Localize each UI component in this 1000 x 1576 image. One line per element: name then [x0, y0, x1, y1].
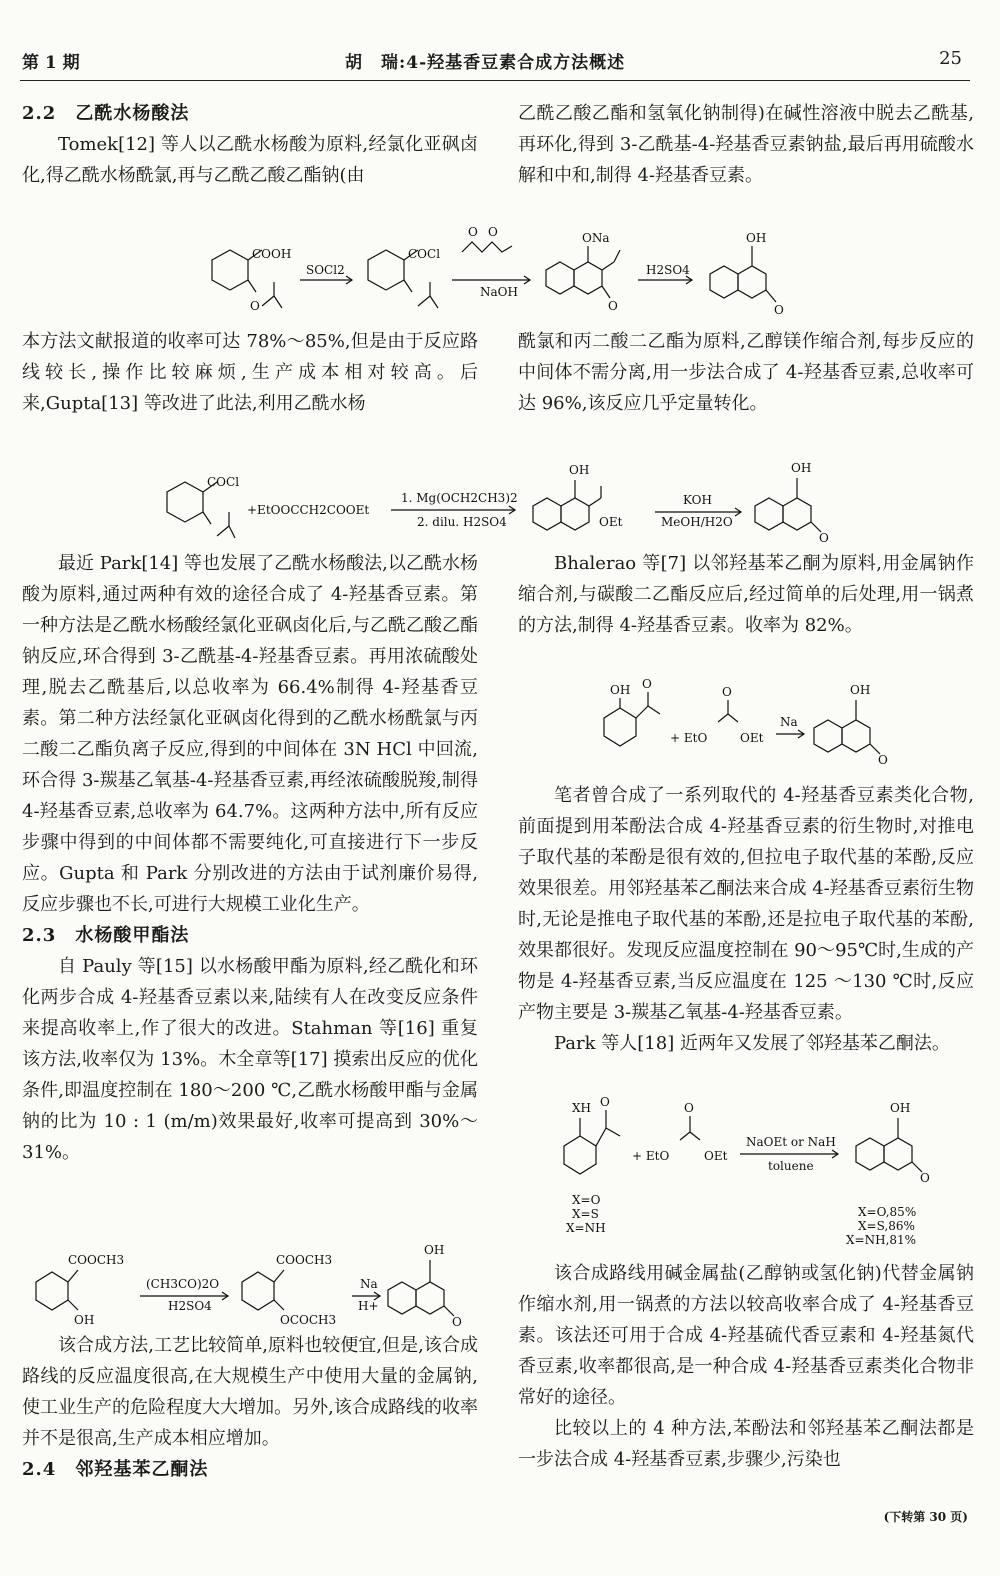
label-ona: ONa — [582, 231, 610, 245]
label-o: O — [684, 1101, 694, 1115]
reaction-scheme-3 — [22, 1238, 472, 1328]
paragraph: 本方法文献报道的收率可达 78%～85%,但是由于反应路线较长,操作比较麻烦,生产成本相对较高。后来,Gupta[13] 等改进了此法,利用乙酰水杨 — [22, 331, 478, 414]
paragraph: 笔者曾合成了一系列取代的 4-羟基香豆素类化合物,前面提到用苯酚法合成 4-羟基香豆素的衍生物时,对推电子取代基的苯酚是很有效的,但拉电子取代基的苯酚,反应效果很差。用邻羟基苯乙酮法来合成 4-羟基香豆素衍生物时,无论是推电子取代基的苯酚,还是拉电子取代基的苯酚,效果都很好。发现反应温度控制在 90～95℃时,生成的产物是 4-羟基香豆素,当反应温度在 125 ～130 ℃时,反应产物主要是 3-羰基乙氧基-4-羟基香豆素。 — [518, 785, 974, 1023]
label-o: O — [642, 677, 652, 691]
reagent-h2so4: H2SO4 — [168, 1299, 212, 1313]
label-oh: OH — [746, 231, 767, 245]
right-middle-column — [518, 780, 974, 1059]
label-o: O — [878, 753, 888, 767]
label-oh: OH — [569, 463, 590, 477]
condition-base: NaOEt or NaH — [746, 1135, 836, 1149]
label-oet: OEt — [599, 515, 623, 529]
right-bottom-column — [518, 1258, 974, 1475]
reagent-eto: + EtO — [670, 731, 708, 745]
label-o: O — [608, 299, 618, 313]
label-oet: OEt — [740, 731, 764, 745]
reagent-ac2o: (CH3CO)2O — [146, 1277, 220, 1291]
paragraph: Park 等人[18] 近两年又发展了邻羟基苯乙酮法。 — [554, 1033, 950, 1054]
reagent-h2so4: H2SO4 — [646, 263, 690, 277]
section-title: 2.2 乙酰水杨酸法 — [22, 103, 190, 124]
yield-nh: X=NH,81% — [846, 1233, 917, 1247]
reagent-malonate: +EtOOCCH2COOEt — [247, 503, 370, 517]
label-o: O — [452, 1315, 462, 1329]
reagent-socl2: SOCl2 — [306, 263, 345, 277]
label-o: O — [600, 1095, 610, 1109]
label-cocl: COCl — [408, 247, 441, 261]
label-xh: XH — [572, 1101, 592, 1115]
section-title: 2.3 水杨酸甲酯法 — [22, 925, 190, 946]
paragraph — [518, 548, 974, 641]
reaction-scheme-5 — [540, 1092, 960, 1252]
reagent-eto: + EtO — [632, 1149, 670, 1163]
reaction-scheme-2 — [155, 450, 845, 545]
substituent-nh: X=NH — [566, 1221, 606, 1235]
running-title: 胡 瑞:4-羟基香豆素合成方法概述 — [345, 53, 626, 73]
section-2-2 — [22, 98, 478, 191]
page-number: 25 — [939, 48, 962, 69]
paragraph: 该合成方法,工艺比较简单,原料也较便宜,但是,该合成路线的反应温度很高,在大规模生产中使用大量的金属钠,使工业生产的危险程度大大增加。另外,该合成路线的收率并不是很高,生产成本相应增加。 — [22, 1335, 478, 1449]
left-lower-column — [22, 548, 478, 1168]
reaction-scheme-4 — [590, 676, 910, 766]
label-oh: OH — [890, 1101, 911, 1115]
substituent-o: X=O — [572, 1193, 601, 1207]
label-o: O — [774, 303, 784, 317]
condition-solvent: toluene — [768, 1159, 814, 1173]
label-o: O — [819, 531, 829, 545]
label-cooch3: COOCH3 — [276, 1253, 333, 1267]
label-cooch3: COOCH3 — [68, 1253, 125, 1267]
yield-o: X=O,85% — [858, 1205, 917, 1219]
label-oh: OH — [424, 1243, 445, 1257]
reagent-na: Na — [360, 1277, 378, 1291]
reagent-naoh: NaOH — [480, 285, 518, 299]
substituent-s: X=S — [572, 1207, 599, 1221]
label-cooh: COOH — [252, 247, 292, 261]
paragraph: 最近 Park[14] 等也发展了乙酰水杨酸法,以乙酰水杨酸为原料,通过两种有效的途径合成了 4-羟基香豆素。第一种方法是乙酰水杨酸经氯化亚砜卤化后,与乙酰乙酸乙酯钠反应,环合得到 3-乙酰基-4-羟基香豆素。再用浓硫酸处理,脱去乙酰基后,以总收率为 66.4%制得 4-羟基香豆素。第二种方法经氯化亚砜卤化得到的乙酰水杨酰氯与丙二酸二乙酯负离子反应,得到的中间体在 3N HCl 中回流,环合得 3-羰基乙氧基-4-羟基香豆素,再经浓硫酸脱羧,制得 4-羟基香豆素,总收率为 64.7%。这两种方法中,所有反应步骤中得到的中间体都不需要纯化,可直接进行下一步反应。Gupta 和 Park 分别改进的方法由于试剂廉价易得,反应步骤也不长,可进行大规模工业化生产。 — [22, 553, 478, 915]
paragraph: 该合成路线用碱金属盐(乙醇钠或氢化钠)代替金属钠作缩水剂,用一锅煮的方法以较高收率合成了 4-羟基香豆素。该法还可用于合成 4-羟基硫代香豆素和 4-羟基氮代香豆素,收率都很高,是一种合成 4-羟基香豆素类化合物非常好的途径。 — [518, 1263, 974, 1408]
label-o: O — [920, 1171, 930, 1185]
paragraph: 比较以上的 4 种方法,苯酚法和邻羟基苯乙酮法都是一步法合成 4-羟基香豆素,步骤少,污染也 — [518, 1418, 974, 1470]
label-o: O — [722, 685, 732, 699]
left-bottom-column — [22, 1330, 478, 1485]
reagent-na: Na — [780, 715, 798, 729]
header-rule — [20, 80, 970, 81]
reagent-hplus: H+ — [358, 1299, 379, 1313]
paragraph: 乙酰乙酸乙酯和氢氧化钠制得)在碱性溶液中脱去乙酰基,再环化,得到 3-乙酰基-4-羟基香豆素钠盐,最后再用硫酸水解和中和,制得 4-羟基香豆素。 — [518, 103, 974, 186]
label-o: O — [250, 299, 260, 313]
yield-s: X=S,86% — [858, 1219, 915, 1233]
issue-number: 第 1 期 — [22, 53, 80, 73]
section-title: 2.4 邻羟基苯乙酮法 — [22, 1459, 209, 1480]
label-oh: OH — [610, 683, 631, 697]
condition-2: 2. dilu. H2SO4 — [417, 515, 507, 529]
reagent-koh: KOH — [683, 493, 712, 507]
label-o: O — [468, 225, 478, 239]
label-o: O — [488, 225, 498, 239]
label-oh: OH — [74, 1313, 95, 1327]
paragraph: Tomek[12] 等人以乙酰水杨酸为原料,经氯化亚砜卤化,得乙酰水杨酰氯,再与乙酰乙酸乙酯钠(由 — [22, 134, 478, 186]
paragraph: 酰氯和丙二酸二乙酯为原料,乙醇镁作缩合剂,每步反应的中间体不需分离,用一步法合成了 4-羟基香豆素,总收率可达 96%,该反应几乎定量转化。 — [518, 331, 974, 414]
label-cocl: COCl — [207, 475, 240, 489]
reaction-scheme-1 — [190, 222, 810, 322]
paragraph: 自 Pauly 等[15] 以水杨酸甲酯为原料,经乙酰化和环化两步合成 4-羟基香豆素以来,陆续有人在改变反应条件来提高收率上,作了很大的改进。Stahman 等[16] 重复该方法,收率仅为 13%。木全章等[17] 摸索出反应的优化条件,即温度控制在 180～200 ℃,乙酰水杨酸甲酯与金属钠的比为 10 : 1 (m/m)效果最好,收率可提高到 30%～31%。 — [22, 956, 478, 1163]
label-ococh3: OCOCH3 — [280, 1313, 337, 1327]
paragraph: Bhalerao 等[7] 以邻羟基苯乙酮为原料,用金属钠作缩合剂,与碳酸二乙酯反应后,经过简单的后处理,用一锅煮的方法,制得 4-羟基香豆素。收率为 82%。 — [518, 553, 974, 636]
condition-1: 1. Mg(OCH2CH3)2 — [401, 491, 518, 505]
solvent: MeOH/H2O — [661, 515, 733, 529]
label-oet: OEt — [704, 1149, 728, 1163]
label-oh: OH — [791, 461, 812, 475]
continued-note: (下转第 30 页) — [883, 1510, 968, 1524]
label-oh: OH — [850, 683, 871, 697]
